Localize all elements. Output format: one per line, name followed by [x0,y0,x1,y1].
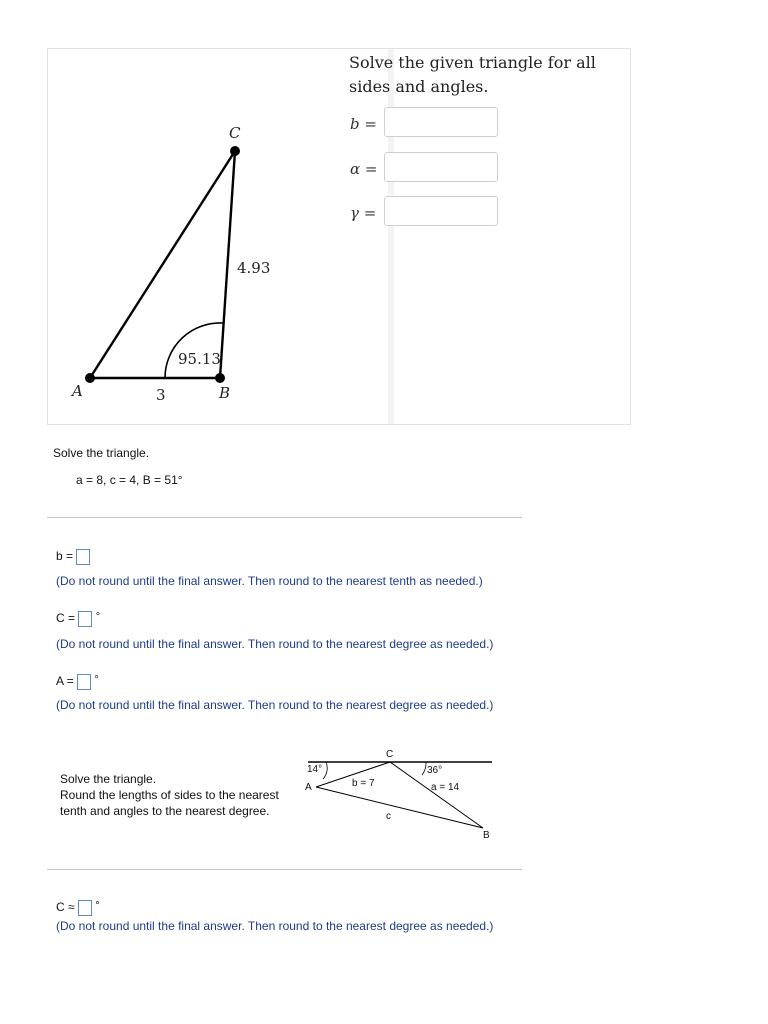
divider-1 [47,517,522,518]
answer-alpha-input[interactable] [384,152,498,182]
hint-b: (Do not round until the final answer. Then round to the nearest tenth as needed.) [56,574,483,588]
fig-side-b-label: b = 7 [352,778,375,789]
problem-1-prompt: Solve the given triangle for all sides and angles. [349,53,596,96]
vertex-b-label: B [219,384,231,402]
fig-vertex-a: A [305,782,312,793]
problem-2-instruction: Solve the triangle. [53,446,150,460]
angle-right-arc [422,762,426,775]
answer-b-label: b = [350,115,377,133]
vertex-b-dot [215,373,225,383]
problem-3-line-3: tenth and angles to the nearest degree. [60,804,270,818]
answer-row-c3 [56,900,100,916]
angle-left-label: 14° [307,764,323,775]
fig-vertex-c: C [386,749,394,760]
answer-a2-label: A = [56,674,74,689]
answer-alpha-label: α = [350,160,378,178]
fig-side-a-label: a = 14 [431,782,460,793]
answer-c2-input[interactable] [78,611,92,627]
fig-vertex-b: B [483,830,490,841]
answer-c2-label: C = [56,611,76,626]
side-ac [90,151,235,378]
divider-2 [47,869,522,870]
hint-c: (Do not round until the final answer. Then round to the nearest degree as needed.) [56,637,494,651]
problem-1-card [47,48,631,425]
vertex-a-dot [85,373,95,383]
problem-3-line-1: Solve the triangle. [60,772,157,786]
problem-3-line-2: Round the lengths of sides to the nearest [60,788,279,802]
vertex-c-label: C [229,124,241,142]
angle-right-label: 36° [427,765,443,776]
answer-c3-label: C ≈ [56,900,75,915]
answer-c3-input[interactable] [78,900,92,916]
answer-c3-degree: ° [95,900,100,912]
answer-c2-degree: ° [95,611,101,623]
answer-row-c [56,611,100,627]
side-c-line [316,787,483,828]
answer-a2-degree: ° [94,674,99,686]
vertex-c-dot [230,146,240,156]
angle-left-arc [323,762,327,779]
problem-3-instruction [60,771,279,819]
answer-gamma-label: γ = [350,204,377,222]
angle-b-label: 95.13 [178,350,221,368]
answer-a2-input[interactable] [77,674,91,690]
side-ab-label: 3 [156,386,166,404]
answer-b-input[interactable] [384,107,498,137]
side-bc-label: 4.93 [237,259,271,277]
vertex-a-label: A [72,382,83,400]
problem-2-givens: a = 8, c = 4, B = 51° [76,473,183,487]
card-divider [388,49,394,424]
side-bc [220,151,235,378]
triangle-figure [48,49,348,426]
answer-b2-label: b = [56,549,74,564]
answer-row-b [56,549,90,565]
problem-3-figure [300,745,500,845]
fig-side-c-label: c [386,811,391,822]
answer-gamma-input[interactable] [384,196,498,226]
answer-row-a [56,674,99,690]
hint-c3: (Do not round until the final answer. Then round to the nearest degree as needed.) [56,919,494,933]
hint-a: (Do not round until the final answer. Then round to the nearest degree as needed.) [56,698,494,712]
answer-b2-input[interactable] [76,549,90,565]
